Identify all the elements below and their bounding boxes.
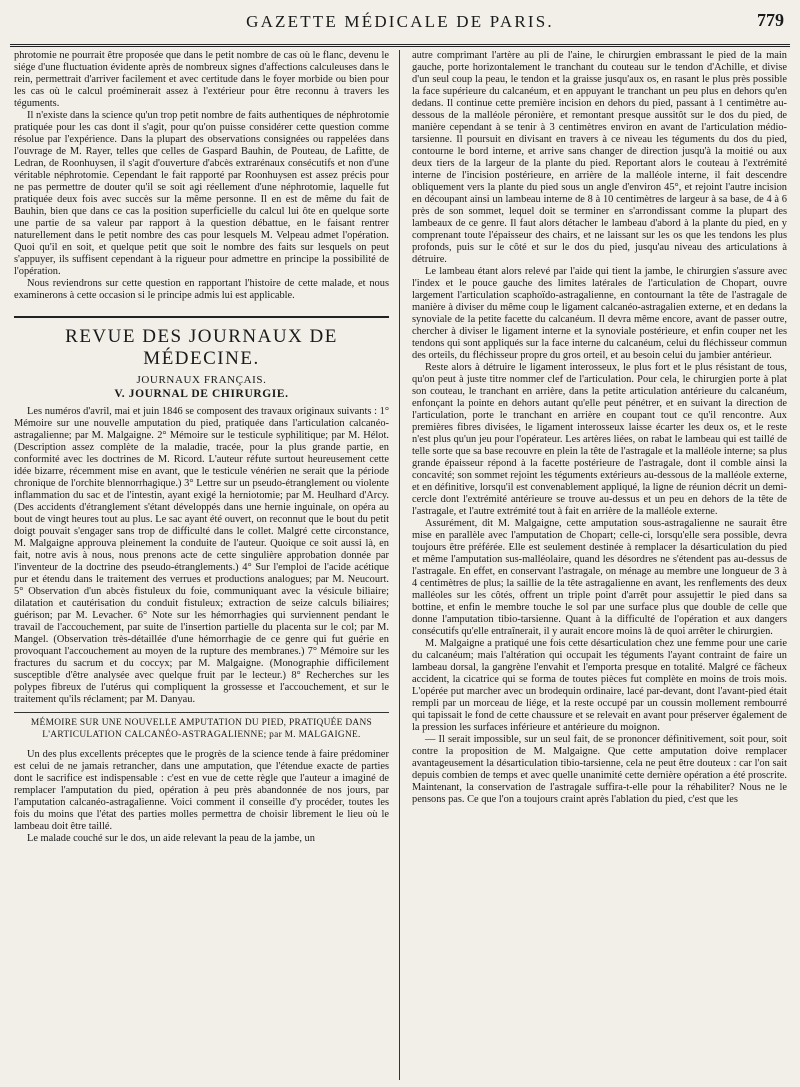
paragraph: Un des plus excellents préceptes que le progrès de la science tende à faire prédominer est celui de ne jamais retrancher, dans une amputation, que l'étendue exacte de parties dont le sacrifice est indispensable : c'est en vue de cette règle que l'auteur a imaginé de remplacer l'amputation du pied, opération à peu près abandonnée de nos jours, par l'amputation calcanéo-astragalienne. Voici comment il conseille d'y procéder, toutes les fois du moins que l'état des parties molles permettra de choisir librement le lieu où le lambeau doit être taillé. xyxy=(14,749,389,832)
left-column xyxy=(14,50,389,1083)
page-number: 779 xyxy=(757,10,784,30)
section-subtitle: V. JOURNAL DE CHIRURGIE. xyxy=(114,388,289,400)
article-title: MÉMOIRE SUR UNE NOUVELLE AMPUTATION DU PIED, PRATIQUÉE DANS L'ARTICULATION CALCANÉO-ASTRAGALIENNE; par M. MALGAIGNE. xyxy=(14,712,389,741)
section-subtitle: JOURNAUX FRANÇAIS. xyxy=(136,374,267,386)
paragraph: Les numéros d'avril, mai et juin 1846 se composent des travaux originaux suivants : 1° Mémoire sur une nouvelle amputation du pied, pratiquée dans l'articulation calcanéo-astragalienne; par M. Malgaigne. 2° Mémoire sur le testicule syphilitique; par M. Hélot. (Description assez complète de la maladie, tracée, pour la plus grande partie, en conformité avec les doctrines de M. Ricord. L'auteur réfute surtout heureusement cette idée bizarre, récemment mise en avant, que le testicule vénérien ne serait que la période chronique de l'orchite blennorrhagique.) 3° Lettre sur un pseudo-étranglement ou violente inflammation du sac et de l'intestin, ayant exigé la herniotomie; par M. Heulhard d'Arcy. (Des accidents d'étranglement s'étant développés dans une hernie inguinale, on opéra au bout de vingt heures tout au plus. Le sac ayant été ouvert, on reconnut que le bout du petit doigt pouvait s'engager sans trop de difficulté dans le collet. Malgré cette circonstance, M. Malgaigne approuva pleinement la conduite de l'auteur. Quoique ce soit aussi là, en fait, notre avis à nous, nous prenons acte de cette singulière approbation donnée par l'inventeur de la doctrine des pseudo-étranglements.) 4° Sur l'emploi de l'acide acétique pur et étendu dans le traitement des verrues et productions analogues; par M. Neucourt. 5° Observation d'un abcès fistuleux du foie, communiquant avec la vésicule biliaire; dilatation et cautérisation du conduit fistuleux; extraction de seize calculs biliaires; guérison; par M. Levacher. 6° Note sur les hémorrhagies qui surviennent pendant le travail de l'accouchement, par suite de l'insertion partielle du placenta sur le col; par M. Mangel. (Observation très-détaillée d'une hémorrhagie de ce genre qui fut guérie en provoquant l'accouchement au moyen de la rupture des membranes.) 7° Mémoire sur les fractures du sacrum et du coccyx; par M. Malgaigne. (Monographie difficilement susceptible d'être analysée avec quelque fruit par le lecteur.) 8° Recherches sur les polypes fibreux de l'utérus qui compliquent la grossesse et l'accouchement, et sur le traitement qu'ils réclament; par M. Danyau. xyxy=(14,406,389,705)
header-rule xyxy=(10,44,790,47)
paragraph: Reste alors à détruire le ligament interosseux, le plus fort et le plus résistant de tous, qu'on peut à juste titre nommer clef de l'articulation. Pour cela, le chirurgien porte à plat son couteau, le tranchant en arrière, dans la petite articulation antérieure du calcanéum, enfonçant la pointe en dehors autant qu'elle peut pénétrer, et en suivant la direction de l'articulation, porte le tranchant en arrière en coupant tout ce qu'il rencontre. Aux premières fibres divisées, le ligament interosseux laisse écarter les deux os, et le reste n'est plus qu'un jeu pour l'opérateur. Les artères liées, on rabat le lambeau qui est taillé de telle sorte que sa base recouvre en plein la tête de l'astragale et la malléole interne; sa plus grande épaisseur répond à la facette postérieure de l'astragale, dont il comble ainsi la concavité; son sommet rejoint les téguments extérieurs au-dessous de la malléole externe, et en définitive, lorsqu'il est convenablement appliqué, la ligne de réunion décrit un demi-cercle dont l'extrémité antérieure se trouve au-dessus et un peu en dehors de la tête de l'astragale, et l'autre extrémité tout à fait en arrière de la malléole externe. xyxy=(412,362,787,517)
paragraph: Nous reviendrons sur cette question en rapportant l'histoire de cette malade, et nous examinerons à cette occasion si le principe admis lui est applicable. xyxy=(14,278,389,301)
paragraph: autre comprimant l'artère au pli de l'aine, le chirurgien embrassant le pied de la main gauche, porte horizontalement le tranchant du couteau sur le tendon d'Achille, et divise d'un seul coup la peau, le tendon et la graisse jusqu'aux os, en rasant le plus près possible la face supérieure du calcanéum, et en appuyant le tranchant un peu plus en dehors qu'en dedans. Il continue cette première incision en dehors du pied, passant à 1 centimètre au-dessous de la malléole péronière, et remontant presque aussitôt sur le dos du pied, de manière cependant à se tenir à 3 centimètres environ en avant de l'articulation médio-tarsienne. Il poursuit en divisant en travers à ce niveau les téguments du dos du pied, contourne le bord interne, et arrive sans changer de direction jusqu'à la moitié ou aux deux tiers de la largeur de la plante du pied. Reportant alors le couteau à l'extrémité interne de l'incision postérieure, en arrière de la malléole interne, il fait descendre obliquement vers la plante du pied sous un angle d'environ 45°, et rejoint l'autre incision en découpant ainsi un lambeau interne de 8 à 10 centimètres de largeur à sa base, de 4 à 6 près de son sommet, lequel doit se terminer en s'arrondissant comme la plupart des lambeaux de ce genre. Il faut alors détacher le lambeau d'abord à la plante du pied, en y comprenant toute l'épaisseur des chairs, et ne laissant sur les os que les tendons les plus profonds, puis sur le côté et sur le dos du pied, jusqu'au niveau des articulations à détruire. xyxy=(412,50,787,265)
paragraph: Le malade couché sur le dos, un aide relevant la peau de la jambe, un xyxy=(27,833,315,844)
paragraph: phrotomie ne pourrait être proposée que dans le petit nombre de cas où le flanc, devenu le siége d'une fluctuation évidente après de nombreux signes d'affections calculeuses dans le rein, permettrait d'arriver facilement et avec certitude dans le foyer morbide ou bien pour les cas où le calcul proéminerait assez à l'extérieur pour être reconnu à travers les téguments. xyxy=(14,50,389,109)
paragraph: Assurément, dit M. Malgaigne, cette amputation sous-astragalienne ne saurait être mise en parallèle avec l'amputation de Chopart; celle-ci, lorsqu'elle sera possible, devra toujours être préférée. Elle est seulement destinée à remplacer la désarticulation du pied et même l'amputation sus-malléolaire, quand les désordres ne s'étendent pas au-dessus de l'astragale. En effet, en conservant l'astragale, on ménage au membre une longueur de 3 à 4 centimètres de plus; la saillie de la tête astragalienne en avant, les renflements des deux malléoles sur les côtés, offrent un triple point d'arrêt pour assujettir le pied dans sa bottine, et enfin le membre touche le sol par une surface plus que double de celle que donne l'amputation tibio-tarsienne. Quant à la difficulté de l'opération et aux dangers consécutifs qu'elle entraînerait, il y aurait encore moins là de quoi arrêter le chirurgien. xyxy=(412,518,787,637)
running-title: GAZETTE MÉDICALE DE PARIS. xyxy=(246,12,554,31)
paragraph: — Il serait impossible, sur un seul fait, de se prononcer définitivement, soit pour, soit contre la proposition de M. Malgaigne. Que cette amputation doive remplacer avantageusement la désarticulation tibio-tarsienne, cela ne peut être douteux : car l'on sait depuis combien de temps et avec quelle unanimité cette dernière opération a été proscrite. Maintenant, la conservation de l'astragale suffira-t-elle pour la réhabiliter? Nous ne le pensons pas. Ce que l'on a toujours craint après l'ablation du pied, c'est que les xyxy=(412,734,787,805)
paragraph: M. Malgaigne a pratiqué une fois cette désarticulation chez une femme pour une carie du calcanéum; mais l'altération qui occupait les téguments l'ayant contraint de faire un lambeau dorsal, la gangrène l'envahit et l'emporta presque en totalité. Malgré ce fâcheux accident, la cicatrice qui se forma de toutes pièces fut complète en moins de trois mois. L'opérée put marcher avec un brodequin ordinaire, lacé par-devant, dont l'avant-pied était rempli par un morceau de liége, et la reste occupé par un coussin mollement rembourré qui tapissait le fond de cette chaussure et se relevait en avant pour préserver également de la pression les surfaces inférieure et antérieure du moignon. xyxy=(412,638,787,733)
column-divider xyxy=(399,50,400,1080)
page-header xyxy=(10,2,790,46)
paragraph: Le lambeau étant alors relevé par l'aide qui tient la jambe, le chirurgien s'assure avec l'index et le pouce gauche des limites latérales de l'articulation de Chopart, ouvre largement l'articulation scaphoïdo-astragalienne, en contournant la tête de l'astragale de manière à diviser du même coup le ligament calcanéo-astragalien externe, et en dedans la synoviale de la petite facette du calcanéum. Il devra même encore, avant de passer outre, chercher à diviser le ligament interne et la synoviale postérieure, et enfin couper net les tendons qui sont appliqués sur la face interne du calcanéum, celui du fléchisseur commun des orteils, du fléchisseur propre du gros orteil, et au besoin celui du jambier antérieur. xyxy=(412,266,787,361)
section-title: REVUE DES JOURNAUX DE MÉDECINE. xyxy=(14,316,389,370)
right-column xyxy=(412,50,787,1083)
paragraph: Il n'existe dans la science qu'un trop petit nombre de faits authentiques de néphrotomie pratiquée pour les cas dont il s'agit, pour qu'on puisse considérer cette question comme résolue par l'expérience. Dans la plupart des observations consignées ou rappelées dans l'ouvrage de M. Rayer, telles que celles de Gaspard Bauhin, de Pouteau, de Lafitte, de Ledran, de Roonhuysen, il s'agit d'ouverture d'abcès extrarénaux consécutifs et non d'une véritable néphrotomie. Cependant le fait rapporté par Roonhuysen est assez précis pour ne pas permettre de douter qu'il se soit agi réellement d'une néphrotomie, laquelle fut pratiquée deux fois avec succès sur la même personne. Il en est de même du fait de Bauhin, bien que dans ce cas la position superficielle du calcul lui ôte en quelque sorte une partie de sa valeur par rapport à la question débattue, en le faisant rentrer naturellement dans le petit nombre des cas pour lesquels M. Velpeau admet l'opération. Quoi qu'il en soit, et quelque petit que soit le nombre des faits sur lesquels on peut s'appuyer, ils suffisent cependant à la rigueur pour admettre en principe la possibilité de l'opération. xyxy=(14,110,389,277)
